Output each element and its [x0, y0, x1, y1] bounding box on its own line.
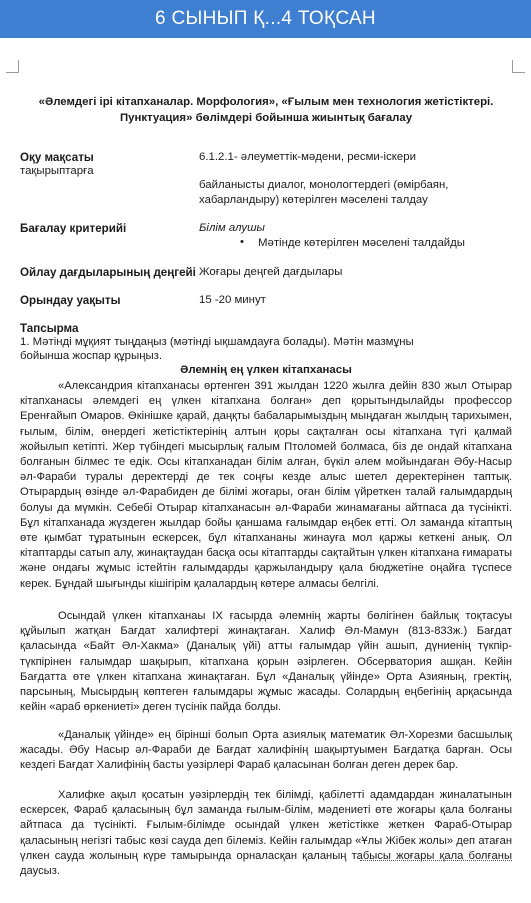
document-title — [20, 94, 512, 126]
crop-mark-top-left — [6, 60, 19, 73]
time-label: Орындау уақыты — [20, 294, 121, 307]
criteria-label: Бағалау критерийі — [20, 222, 127, 235]
time-value: 15 -20 минут — [199, 294, 266, 306]
goal-value-line-2: байланысты диалог, монологтердегі (өмірбаян, — [199, 179, 449, 191]
paragraph-1: «Александрия кітапханасы өртенген 391 жылдан 1220 жылға дейін 830 жыл Отырар кітапханасы әлемдегі ең үлкен кітапхана болған» деп қорытындылайды профессор Еренғайып Омаров. Өкінішке қарай, даңқты бабаларымыздың мыңдаған жылдың тарихымен, ғылым, білім, өнердегі жетістіктерінің алтын қоры сақталған осы кітапхана түгі қалмай жойылып кетіпті. Жер түбіндегі мысырлық ғалым Птоломей болмаса, біз де ондай кітапхана болғанын білмес те едік. Осы кітапханадан білім алған, бүкіл әлем мойындаған Әбу-Насыр әл-Фараби туралы деректерді де тек соңғы кезде алыс шетел деректерінен таптық. Отырардың өзінде әл-Фарабиден де білімі жоғары, оған білім үйреткен талай ғалымдардың болуы да мүмкін. Себебі Отырар кітапханасын әл-Фараби жинамағаны айтпаса да түсінікті. Бұл кітапханада жүздеген жылдар бойы қаншама ғалымдар еңбек етті. Ол заманда кітаптың өте қымбат тұратынын ескерсек, бұл кітапхананы жинауға мол қаржы кеткені анық. Ол кітаптарды сатып алу, жинақтаудан басқа осы кітаптарды сақтайтын үлкен кітапхана ғимараты және ондағы жұмыс істейтін ғалымдарды қаржыландыру қала бюджетіне оңайға түспесе керек. Бұндай шығынды кішігірім қалалардың көтере алмасы белгілі. — [20, 380, 512, 590]
header-title: 6 СЫНЫП Қ...4 ТОҚСАН — [155, 8, 376, 29]
paragraph-2: Осындай үлкен кітапханаы IX ғасырда әлемнің жарты бөлігінен байлық тоқтасуы құйылып жатқан Бағдат халифтері жинақтаған. Халиф Әл-Мамун (813-833ж.) Бағдат қаласында «Байт Әл-Хакма» (Даналық үйі) атты ғалымдар үйін ашып, дүниенің түкпір-түкпірінен ғалымдар шақырып, кітапхана қорын әзірлеген. Обсерватория ашқан. Кейін Бағдатта өте үлкен кітапхана жинақтаған. Бұл «Даналық үйінде» Орта Азияның, гректің, парсының, Мысырдың көптеген ғалымдары жұмыс жасады. Солардың еңбегінің арқасында кейін «араб өркениеті» деген түсінік пайда болды. — [20, 610, 512, 714]
goal-value-line-3: хабарландыру) көтерілген мәселені талдау — [199, 194, 428, 206]
document-title-line-1: «Әлемдегі ірі кітапханалар. Морфология», «Ғылым мен технология жетістіктері. — [38, 96, 494, 108]
task-line-1: 1. Мәтінді мұқият тыңдаңыз (мәтінді ықшамдауға болады). Мәтін мазмұны — [20, 336, 414, 348]
paragraph-3: «Даналық үйінде» ең бірінші болып Орта азиялық математик Әл-Хорезми басшылық жасады. Әбу Насыр әл-Фараби де Бағдат халифінің шақыртуымен Бағдатқа барған. Осы кездегі Бағдат Халифінің басты уәзірлері Фараб қаласынан болған деген дерек бар. — [20, 729, 512, 772]
thinking-label: Ойлау дағдыларының деңгейі — [20, 266, 196, 279]
page-header-bar — [0, 0, 531, 38]
paragraph-4: Халифке ақыл қосатын уәзірлердің тек білімді, қабілетті адамдардан жиналатынын ескерсек, Фараб қаласының бұл заманда ғылым-білім, мәдениеті өте жоғары қала болғаны айтпаса да түсінікті. Ғылым-білімде осындай үлкен жетістікке жеткен Фараб-Отырар қаласының негізгі табыс көзі сауда деп білеміз. Кейін ғалымдар «Ұлы Жібек жолы» деп атаған үлкен сауда жолының күре тамырында орналасқан қаланың табысы жоғары қала болғаны даусыз. — [20, 789, 512, 878]
criteria-bullet: • — [240, 236, 244, 248]
crop-mark-top-right — [512, 60, 525, 73]
criteria-intro: Білім алушы — [199, 222, 265, 234]
goal-sublabel: тақырыптарға — [20, 165, 94, 177]
document-title-line-2: Пунктуация» бөлімдері бойынша жиынтық бағалау — [119, 112, 413, 124]
goal-label: Оқу мақсаты — [20, 151, 94, 164]
document-page — [0, 38, 531, 903]
reading-text-title: Әлемнің ең үлкен кітапханасы — [180, 364, 352, 376]
answer-dotted-line — [360, 860, 512, 861]
criteria-item: Мәтінде көтерілген мәселені талдайды — [258, 237, 465, 249]
goal-value-line-1: 6.1.2.1- әлеуметтік-мәдени, ресми-іскери — [199, 151, 416, 163]
task-label: Тапсырма — [20, 322, 79, 335]
thinking-value: Жоғары деңгей дағдылары — [199, 266, 343, 278]
task-line-2: бойынша жоспар құрыңыз. — [20, 350, 163, 362]
